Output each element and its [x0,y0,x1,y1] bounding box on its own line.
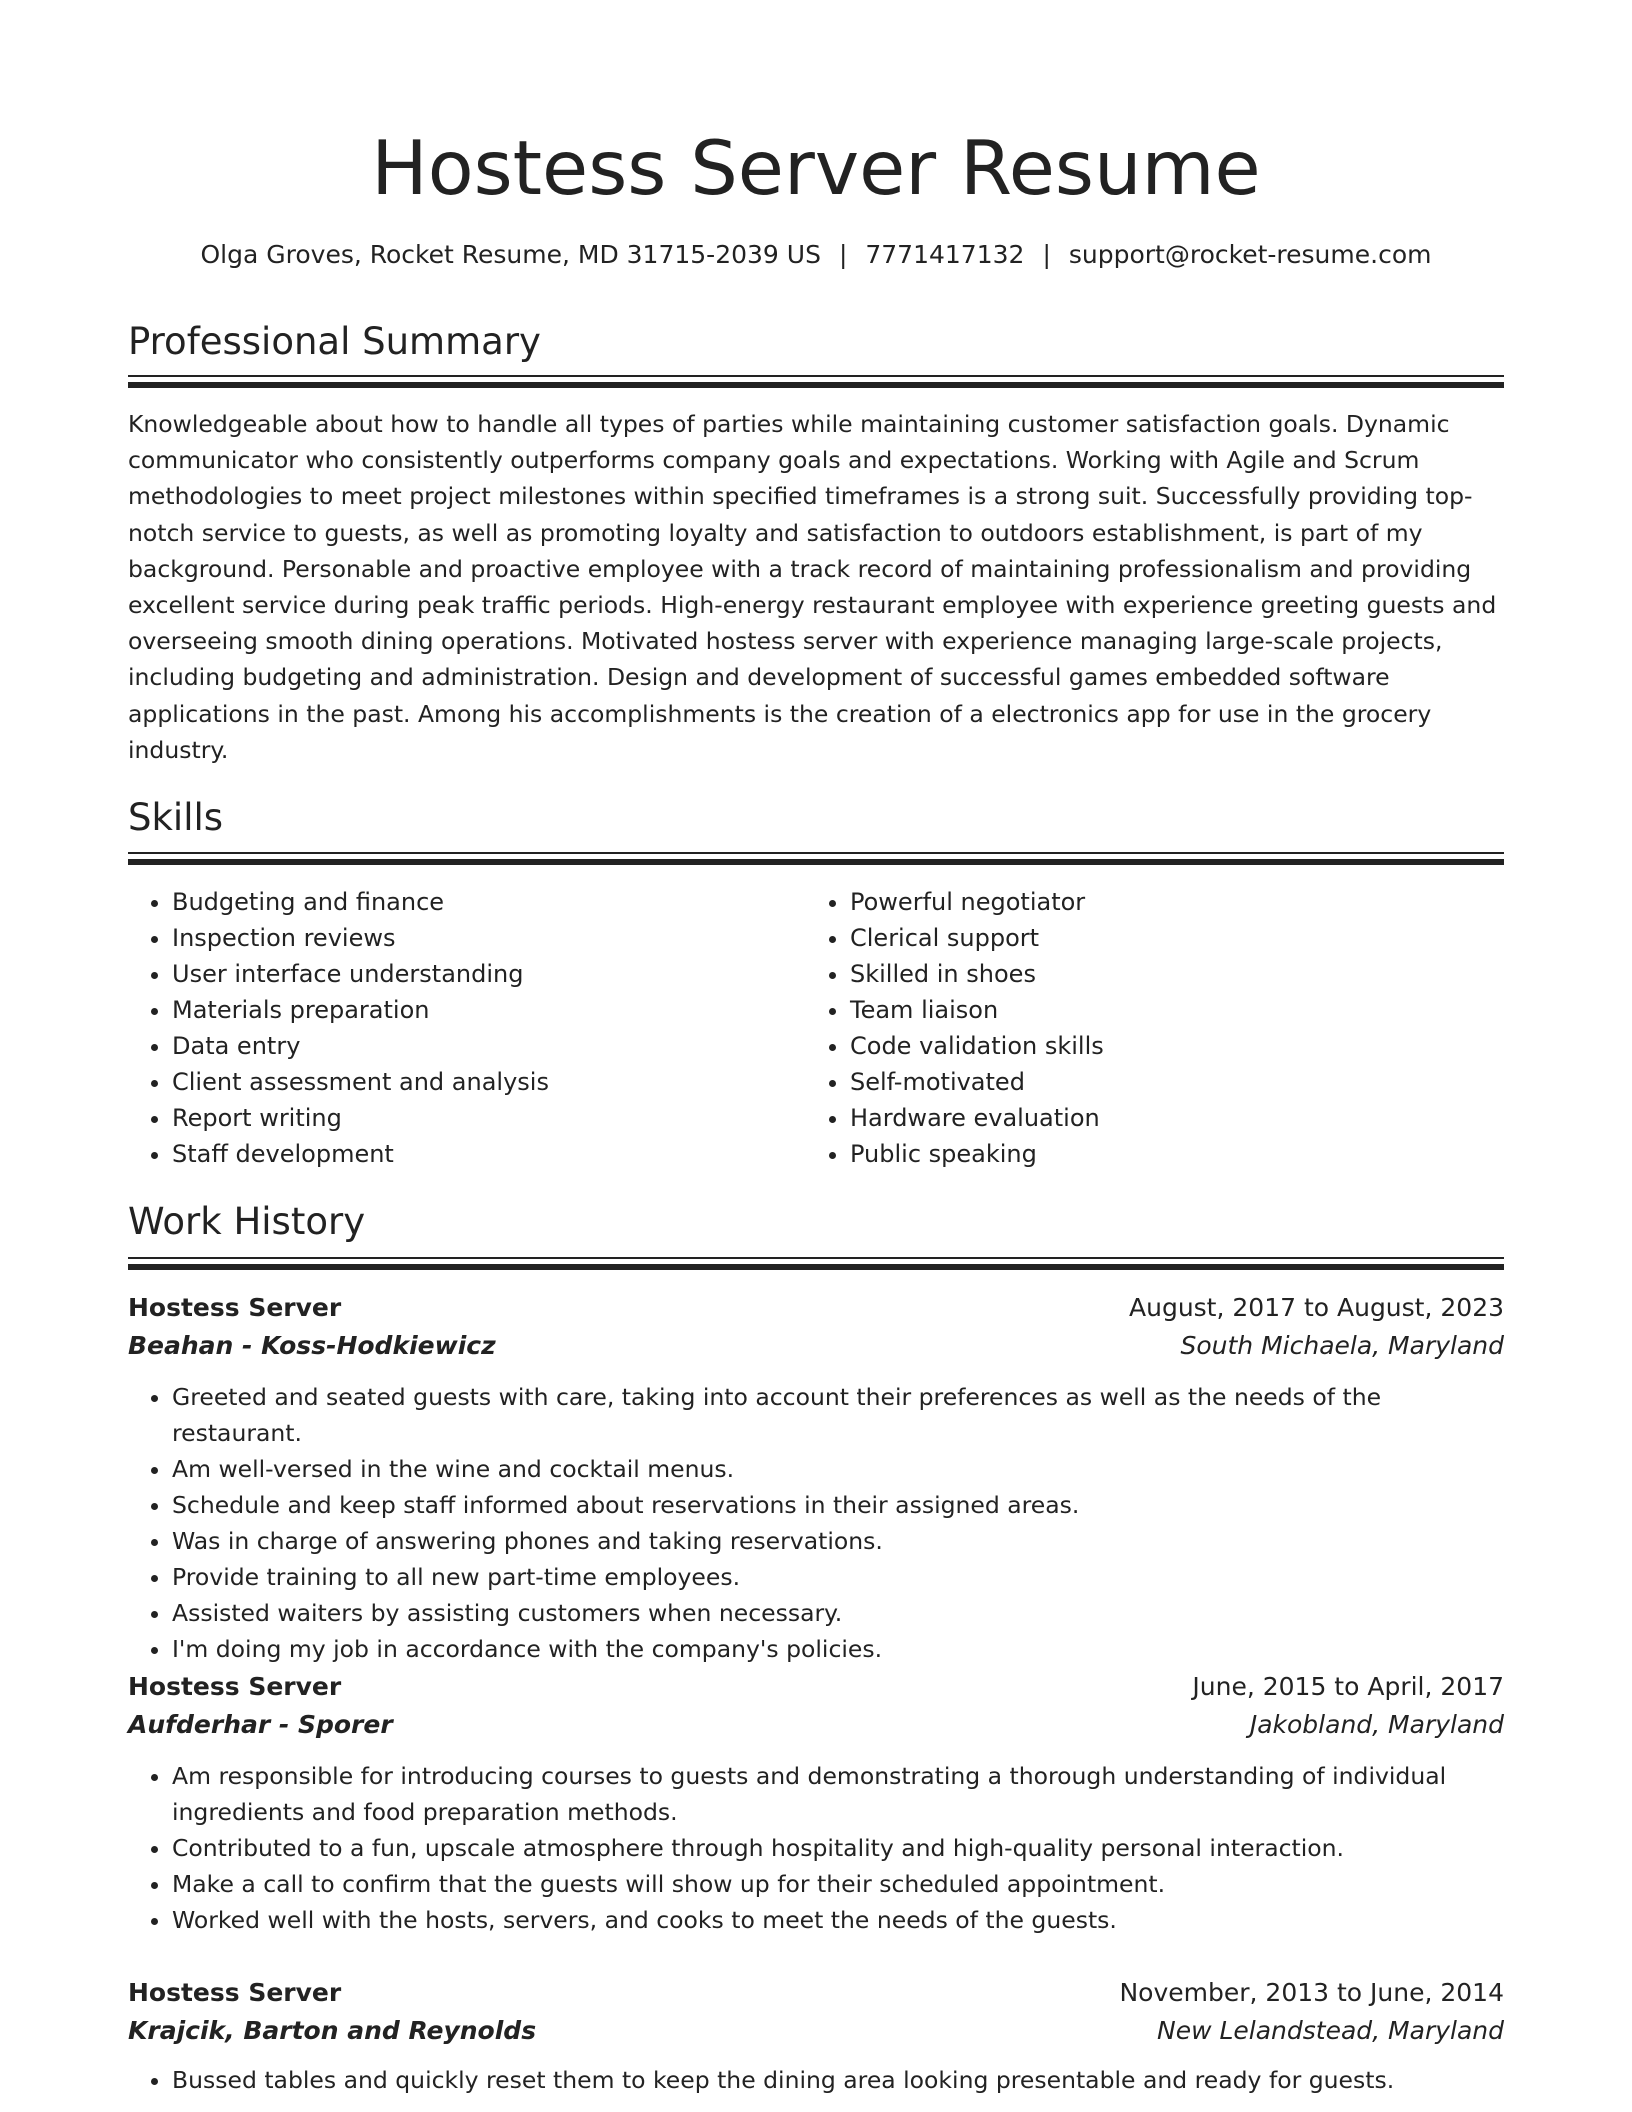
contact-phone: 7771417132 [865,240,1025,269]
job-company: Beahan - Koss-Hodkiewicz [128,1331,496,1360]
job-company: Krajcik, Barton and Reynolds [128,2016,537,2045]
skill-item: • Report writing [172,1100,806,1136]
skill-item: • Code validation skills [850,1028,1504,1064]
skill-item: • Team liaison [850,992,1504,1028]
job-dates: August, 2017 to August, 2023 [1129,1293,1504,1322]
skill-item: • Data entry [172,1028,806,1064]
skill-item: • Budgeting and finance [172,884,806,920]
job-duty: • Assisted waiters by assisting customers when necessary. [172,1595,1504,1631]
contact-address: Olga Groves, Rocket Resume, MD 31715-2039 US [200,240,821,269]
job-dates: June, 2015 to April, 2017 [1192,1672,1504,1701]
skill-item: • Client assessment and analysis [172,1064,806,1100]
work-history-divider [128,1257,1504,1273]
skill-item: • Self-motivated [850,1064,1504,1100]
job-duty: • Contributed to a fun, upscale atmosphere through hospitality and high-quality personal interaction. [172,1830,1504,1866]
skill-item: • Public speaking [850,1136,1504,1172]
job-duty: • Am well-versed in the wine and cocktail menus. [172,1451,1504,1487]
job-company: Aufderhar - Sporer [128,1710,393,1739]
job-title: Hostess Server [128,1293,342,1322]
skill-item: • Skilled in shoes [850,956,1504,992]
summary-heading: Professional Summary [128,320,541,363]
job-dates: November, 2013 to June, 2014 [1119,1978,1504,2007]
skill-item: • Powerful negotiator [850,884,1504,920]
skills-heading: Skills [128,796,224,839]
job-duty: • Was in charge of answering phones and taking reservations. [172,1523,1504,1559]
job-duty: • Bussed tables and quickly reset them to keep the dining area looking presentable and ready for guests. [172,2062,1504,2098]
job-duty: • Worked well with the hosts, servers, and cooks to meet the needs of the guests. [172,1902,1504,1938]
contact-line [128,237,1504,273]
contact-separator: | [1042,240,1051,269]
contact-separator: | [838,240,848,269]
skills-divider [128,852,1504,868]
job-duty: • Greeted and seated guests with care, taking into account their preferences as well as the needs of the restaurant. [172,1379,1504,1451]
job-duties [128,1379,1504,1667]
job-entry [128,1668,1504,1938]
job-duty: • Schedule and keep staff informed about reservations in their assigned areas. [172,1487,1504,1523]
skill-item: • Inspection reviews [172,920,806,956]
summary-text: Knowledgeable about how to handle all types of parties while maintaining customer satisfaction goals. Dynamic communicator who consistently outperforms company goals and expectations. Working with Agile and Scrum methodologies to meet project milestones within specified timeframes is a strong suit. Successfully providing top-notch service to guests, as well as promoting loyalty and satisfaction to outdoors establishment, is part of my background. Personable and proactive employee with a track record of maintaining professionalism and providing excellent service during peak traffic periods. High-energy restaurant employee with experience greeting guests and overseeing smooth dining operations. Motivated hostess server with experience managing large-scale projects, including budgeting and administration. Design and development of successful games embedded software applications in the past. Among his accomplishments is the creation of a electronics app for use in the grocery industry. [128,410,1497,764]
job-duty: • Make a call to confirm that the guests will show up for their scheduled appointment. [172,1866,1504,1902]
job-duty: • Am responsible for introducing courses to guests and demonstrating a thorough understanding of individual ingredients and food preparation methods. [172,1758,1504,1830]
job-entry [128,1289,1504,1667]
job-duties [128,1758,1504,1938]
skill-item: • Staff development [172,1136,806,1172]
skill-item: • Materials preparation [172,992,806,1028]
skill-item: • Clerical support [850,920,1504,956]
job-duties [128,2062,1504,2098]
job-entry [128,1974,1504,2098]
skill-item: • Hardware evaluation [850,1100,1504,1136]
job-title: Hostess Server [128,1672,342,1701]
summary-divider [128,375,1504,391]
skills-column-left [128,884,806,1172]
job-duty: • Provide training to all new part-time employees. [172,1559,1504,1595]
skill-item: • User interface understanding [172,956,806,992]
skills-column-right [806,884,1504,1172]
job-location: South Michaela, Maryland [1180,1331,1504,1360]
job-location: Jakobland, Maryland [1249,1710,1504,1739]
contact-email: support@rocket-resume.com [1068,240,1432,269]
job-title: Hostess Server [128,1978,342,2007]
job-location: New Lelandstead, Maryland [1157,2016,1504,2045]
work-history-heading: Work History [128,1200,366,1243]
page-title: Hostess Server Resume [371,124,1261,212]
job-duty: • I'm doing my job in accordance with the company's policies. [172,1631,1504,1667]
